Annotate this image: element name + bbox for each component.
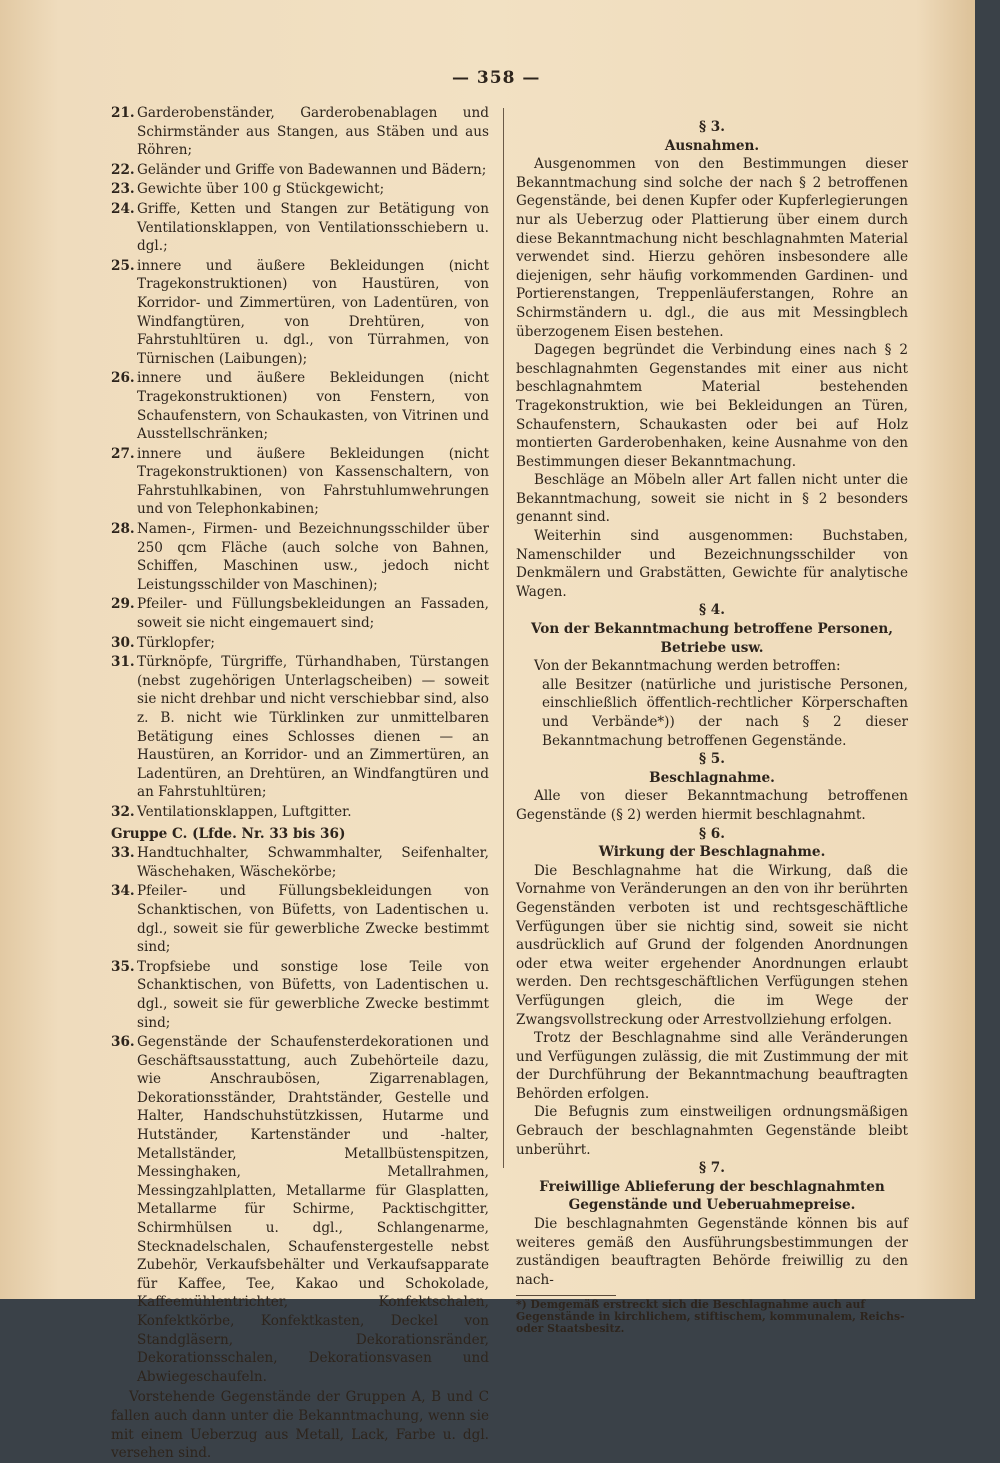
list-item [111,803,489,822]
section-6-paragraph-1: Die Beschlagnahme hat die Wirkung, daß die Vornahme von Veränderungen an den von ihr berührten Gegenständen verboten ist und rechtsgeschäftliche Verfügungen über sie nichtig sind, soweit sie nicht ausdrücklich auf Grund der folgenden Anordnungen oder etwa weiter ergehender Anordnungen erlaubt werden. Den rechtsgeschäftlichen Verfügungen stehen Verfügungen gleich, die im Wege der Zwangsvollstreckung oder Arrestvollziehung erfolgen. [516,862,908,1028]
section-4-paragraph-2: alle Besitzer (natürliche und juristische Personen, einschließlich öffentlich-rechtlicher Körperschaften und Verbände*)) der nach § 2 dieser Bekanntmachung betroffenen Gegenstände. [542,676,908,749]
list-item-number: 35. [111,958,135,975]
section-7-title: Freiwillige Ablieferung der beschlagnahmten Gegenstände und Ueberuahmepreise. [539,1178,885,1214]
page-number: — 358 — [452,68,541,88]
section-3-paragraph-1: Ausgenommen von den Bestimmungen dieser Bekanntmachung sind solche der nach § 2 betroffenen Gegenstände, bei denen Kupfer oder Kupferlegierungen nur als Ueberzug oder Plattierung über einem durch diese Bekanntmachung nicht beschlagnahmten Material verwendet sind. Hierzu gehören insbesondere alle diejenigen, sehr häufig vorkommenden Gardinen- und Portierenstangen, Treppenläuferstangen, Rohre an Schirmständern u. dgl., die aus mit Messingblech überzogenem Eisen bestehen. [516,156,908,340]
list-item-text: Garderobenständer, Garderobenablagen und Schirmständer aus Stangen, aus Stäben und aus Röhren; [137,105,489,159]
item-list-group-b [111,104,489,822]
section-6-number: § 6. [698,825,726,842]
list-item-number: 33. [111,845,135,862]
list-item [111,257,489,369]
list-item [111,180,489,199]
section-4-number: § 4. [698,602,726,619]
section-4-paragraph-1: Von der Bekanntmachung werden betroffen: [534,658,841,675]
list-item-number: 36. [111,1034,135,1051]
list-item-text: Geländer und Griffe von Badewannen und Bädern; [137,161,487,178]
section-3-paragraph-4: Weiterhin sind ausgenommen: Buchstaben, Namenschilder und Bezeichnungsschilder von Denkmälern und Grabstätten, Gewichte für analytische Wagen. [516,528,908,600]
list-item [111,1033,489,1386]
group-c-heading: Gruppe C. (Lfde. Nr. 33 bis 36) [111,825,346,842]
list-item-number: 26. [111,370,135,387]
section-7-paragraph-1: Die beschlagnahmten Gegenstände können bis auf weiteres gemäß den Ausführungsbestimmungen der zuständigen beauftragten Behörde freiwillig zu den nach- [516,1216,908,1288]
list-item [111,653,489,802]
list-item [111,844,489,881]
section-6-paragraph-2: Trotz der Beschlagnahme sind alle Veränderungen und Verfügungen zulässig, die mit Zustimmung der mit der Durchführung der Bekanntmachung beauftragten Behörden erfolgen. [516,1030,908,1102]
left-column [111,104,489,1463]
section-3-title: Ausnahmen. [664,137,760,154]
list-item-number: 28. [111,521,135,538]
list-item-text: Pfeiler- und Füllungsbekleidungen an Fassaden, soweit sie nicht eingemauert sind; [137,596,489,632]
section-5-paragraph-1: Alle von dieser Bekanntmachung betroffenen Gegenstände (§ 2) werden hiermit beschlagnahmt. [516,788,908,823]
list-item [111,958,489,1032]
right-column [516,118,908,1335]
list-item [111,520,489,594]
footnote-rule [516,1295,616,1296]
list-item [111,634,489,653]
list-item [111,200,489,256]
section-4-title: Von der Bekanntmachung betroffene Personen, Betriebe usw. [530,621,894,656]
list-item-number: 29. [111,596,135,613]
list-item [111,595,489,632]
list-item-text: Gegenstände der Schaufensterdekorationen und Geschäftsausstattung, auch Zubehörteile dazu, wie Anschraubösen, Zigarrenablagen, Dekorationsständer, Drahtständer, Gestelle und Halter, Handschuhstützkissen, Hutarme und Hutständer, Kartenständer und -halter, Metallständer, Metallbüstenspitzen, Messinghaken, Metallrahmen, Messingzahlplatten, Metallarme für Glasplatten, Metallarme für Schirme, Packtischgitter, Schirmhülsen u. dgl., Schlangenarme, Stecknadelschalen, Schaufenstergestelle nebst Zubehör, Verkaufsbehälter und Verkaufsapparate für Kaffee, Tee, Kakao und Schokolade, Kaffeemühlentrichter, Konfektschalen, Konfektkörbe, Konfektkasten, Deckel von Standgläsern, Dekorationsränder, Dekorationsschalen, Dekorationsvasen und Abwiegeschaufeln. [137,1034,489,1385]
list-item-number: 32. [111,803,135,820]
section-5-title: Beschlagnahme. [649,769,775,786]
section-6-paragraph-3: Die Befugnis zum einstweiligen ordnungsmäßigen Gebrauch der beschlagnahmten Gegenstände bleibt unberührt. [516,1104,908,1158]
list-item-number: 25. [111,257,135,274]
list-item-number: 24. [111,200,135,217]
list-item-number: 21. [111,105,135,121]
list-item-text: Handtuchhalter, Schwammhalter, Seifenhalter, Wäschehaken, Wäschekörbe; [137,845,489,880]
list-item-number: 27. [111,445,135,462]
list-item-text: innere und äußere Bekleidungen (nicht Tragekonstruktionen) von Kassenschaltern, von Fahrstuhlkabinen, von Fahrstuhlumwehrungen und von Telephonkabinen; [137,445,489,518]
item-list-group-c [111,844,489,1386]
list-item-text: Gewichte über 100 g Stückgewicht; [137,181,385,198]
list-item [111,161,489,180]
list-item-text: Türknöpfe, Türgriffe, Türhandhaben, Türstangen (nebst zugehörigen Unterlagscheiben) — soweit sie nicht drehbar und nicht verschiebbar sind, also z. B. nicht wie Türklinken zur unmittelbaren Betätigung eines Schlosses dienen — an Haustüren, an Korridor- und an Zimmertüren, an Ladentüren, an Drehtüren, an Windfangtüren und an Fahrstuhltüren; [137,654,489,801]
list-item-text: Tropfsiebe und sonstige lose Teile von Schanktischen, von Büfetts, von Ladentischen u. dgl., soweit sie für gewerbliche Zwecke bestimmt sind; [137,958,489,1031]
list-item [111,369,489,443]
section-5-number: § 5. [698,751,726,768]
list-item [111,445,489,519]
section-7-number: § 7. [698,1160,726,1177]
section-3-paragraph-3: Beschläge an Möbeln aller Art fallen nicht unter die Bekanntmachung, soweit sie nicht in § 2 besonders genannt sind. [516,472,908,526]
list-item-number: 31. [111,654,135,671]
list-item-text: Ventilationsklappen, Luftgitter. [137,803,352,820]
section-6-title: Wirkung der Beschlagnahme. [598,844,826,861]
list-item-number: 30. [111,634,135,651]
list-item-number: 23. [111,181,135,198]
footnote: *) Demgemäß erstreckt sich die Beschlagnahme auch auf Gegenstände in kirchlichem, stiftischem, kommunalem, Reichs- oder Staatsbesitz. [516,1298,905,1336]
closing-paragraph: Vorstehende Gegenstände der Gruppen A, B und C fallen auch dann unter die Bekanntmachung, wenn sie mit einem Ueberzug aus Metall, Lack, Farbe u. dgl. versehen sind. [111,1389,489,1462]
column-divider [503,108,504,1168]
list-item-number: 34. [111,883,135,900]
list-item [111,882,489,956]
section-3-number: § 3. [698,119,726,135]
list-item-text: innere und äußere Bekleidungen (nicht Tragekonstruktionen) von Haustüren, von Korridor- und Zimmertüren, von Ladentüren, von Windfangtüren, von Drehtüren, von Fahrstuhltüren u. dgl., von Türrahmen, von Türnischen (Laibungen); [137,257,489,367]
section-3-paragraph-2: Dagegen begründet die Verbindung eines nach § 2 beschlagnahmten Gegenstandes mit einer aus nicht beschlagnahmtem Material bestehenden Tragekonstruktion, wie bei Bekleidungen an Türen, Schaufenstern, Schaukasten oder bei auf Holz montierten Garderobenhaken, keine Ausnahme von den Bestimmungen dieser Bekanntmachung. [516,342,908,470]
list-item-text: innere und äußere Bekleidungen (nicht Tragekonstruktionen) von Fenstern, von Schaufenstern, von Schaukasten, von Vitrinen und Ausstellschränken; [137,370,489,443]
list-item-text: Griffe, Ketten und Stangen zur Betätigung von Ventilationsklappen, von Ventilationsschiebern u. dgl.; [137,200,489,255]
list-item-text: Pfeiler- und Füllungsbekleidungen von Schanktischen, von Büfetts, von Ladentischen u. dgl., soweit sie für gewerbliche Zwecke bestimmt sind; [137,883,489,956]
list-item-number: 22. [111,161,135,178]
list-item-text: Namen-, Firmen- und Bezeichnungsschilder über 250 qcm Fläche (auch solche von Bahnen, Schiffen, Maschinen usw., jedoch nicht Leistungsschilder von Maschinen); [137,521,489,593]
list-item [111,104,489,160]
list-item-text: Türklopfer; [137,634,215,651]
